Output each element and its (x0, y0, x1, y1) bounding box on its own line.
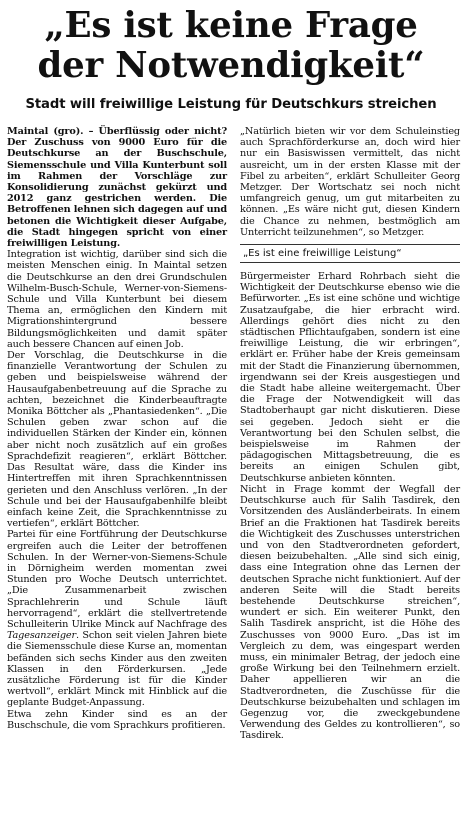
article-column-left (7, 126, 227, 731)
headline (0, 6, 462, 86)
publication-name: Tagesanzeiger (7, 630, 76, 642)
body-paragraph: Integration ist wichtig, darüber sind sich die meisten Menschen einig. In Maintal setzen die Deutschkurse an den drei Grundschulen Wilhelm-Busch-Schule, Werner-von-Siemens-Schule und Villa Kunterbunt bei diesem Thema an, ermöglichen den Kindern mit Migrationshintergrund bessere Bildungsmöglichkeiten und damit später auch bessere Chancen auf einen Job. (7, 249, 227, 350)
body-paragraph (7, 529, 227, 708)
body-paragraph: Bürgermeister Erhard Rohrbach sieht die Wichtigkeit der Deutschkurse ebenso wie die Befürworter. „Es ist eine schöne und wichtige Zusatzaufgabe, die hier erbracht wird. Allerdings gehört dies nicht zu den städtischen Pflichtaufgaben, sondern ist eine freiwillige Leistung, die wir erbringen“, erklärt er. Früher habe der Kreis gemeinsam mit der Stadt die Finanzierung übernommen, irgendwann sei der Kreis ausgestiegen und die Stadt habe alleine weitergemacht. Über die Frage der Notwendigkeit will das Stadtoberhaupt gar nicht diskutieren. Diese sei gegeben. Jedoch sieht er die Verantwortung bei den Schulen selbst, die beispielsweise im Rahmen der pädagogischen Mittagsbetreuung, die es bereits an einigen Schulen gibt, Deutschkurse anbieten könnten. (240, 271, 460, 484)
headline-line-2: der Notwendigkeit“ (37, 45, 425, 86)
article-column-right (240, 126, 460, 742)
body-paragraph: „Natürlich bieten wir vor dem Schuleinstieg auch Sprachförderkurse an, doch wird hier nur ein Basiswissen vermittelt, das nicht ausreicht, um in der ersten Klasse mit der Fibel zu arbeiten“, erklärt Schulleiter Georg Metzger. Der Wortschatz sei noch nicht umfangreich genug, um gut mitarbeiten zu können. „Es wäre nicht gut, diesen Kindern die Chance zu nehmen, bestmöglich am Unterricht teilzunehmen“, so Metzger. (240, 126, 460, 238)
body-text: . Schon seit vielen Jahren biete die Siemensschule diese Kurse an, momentan befänden sich sechs Kinder aus den zweiten Klassen in den Förderkursen. „Jede zusätzliche Förderung ist für die Kinder wertvoll“, erklärt Minck mit Hinblick auf die geplante Budget-Anpassung. (7, 630, 227, 709)
body-paragraph: Der Vorschlag, die Deutschkurse in die finanzielle Verantwortung der Schulen zu geben und beispielsweise während der Hausaufgabenbetreuung auf die Sprache zu achten, bezeichnet die Kinderbeauftragte Monika Böttcher als „Phantasiedenken“. „Die Schulen geben zwar schon auf die individuellen Stärken der Kinder ein, können aber nicht noch zusätzlich auf ein großes Sprachdefizit reagieren“, erklärt Böttcher. Das Resultat wäre, dass die Kinder ins Hintertreffen mit ihren Sprachkenntnissen gerieten und den Anschluss verlören. „In der Schule und bei der Hausaufgabenhilfe bleibt einfach keine Zeit, die Sprachkenntnisse zu vertiefen“, erklärt Böttcher. (7, 350, 227, 530)
lead-paragraph: Maintal (gro). – Überflüssig oder nicht? Der Zuschuss von 9000 Euro für die Deutschkurse an der Buschschule, Siemensschule und Villa Kunterbunt soll im Rahmen der Vorschläge zur Konsolidierung zunächst gekürzt und 2012 ganz gestrichen werden. Die Betroffenen lehnen sich dagegen auf und betonen die Wichtigkeit dieser Aufgabe, die Stadt hingegen spricht von einer freiwilligen Leistung. (7, 126, 227, 250)
body-paragraph: Etwa zehn Kinder sind es an der Buschschule, die vom Sprachkurs profitieren. (7, 708, 227, 731)
body-text: Partei für eine Fortführung der Deutschkurse ergreifen auch die Leiter der betroffenen Schulen. In der Werner-von-Siemens-Schule in Dörnigheim werden momentan zwei Stunden pro Woche Deutsch unterrichtet. „Die Zusammenarbeit zwischen Sprachlehrerin und Schule läuft hervorragend“, erklärt die stellvertretende Schulleiterin Ulrike Minck auf Nachfrage des (7, 529, 227, 630)
body-paragraph: Nicht in Frage kommt der Wegfall der Deutschkurse auch für Salih Tasdirek, den Vorsitzenden des Ausländerbeirats. In einem Brief an die Fraktionen hat Tasdirek bereits die Wichtigkeit des Zuschusses unterstrichen und von den Stadtverordneten gefordert, diesen beizubehalten. „Alle sind sich einig, dass eine Integration ohne das Lernen der deutschen Sprache nicht funktioniert. Auf der anderen Seite will die Stadt bereits bestehende Deutschkurse streichen“, wundert er sich. Ein weiterer Punkt, den Salih Tasdirek anspricht, ist die Höhe des Zuschusses von 9000 Euro. „Das ist im Vergleich zu dem, was eingespart werden muss, ein minimaler Betrag, der jedoch eine große Wirkung bei den Teilnehmern erzielt. Daher appellieren wir an die Stadtverordneten, die Zuschüsse für die Deutschkurse beizubehalten und schlagen im Gegenzug vor, die zweckgebundene Verwendung des Geldes zu kontrollieren“, so Tasdirek. (240, 483, 460, 742)
headline-line-1: „Es ist keine Frage (44, 5, 418, 46)
subheadline: Stadt will freiwillige Leistung für Deutschkurs streichen (25, 97, 437, 112)
crosshead: „Es ist eine freiwillige Leistung“ (240, 244, 460, 263)
